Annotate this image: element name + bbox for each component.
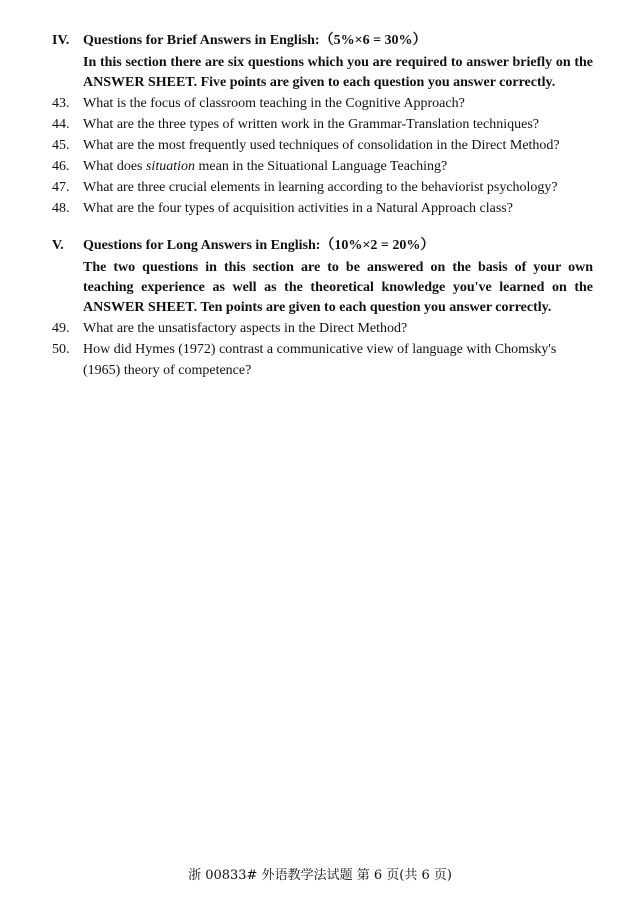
- section-iv-heading: [0, 31, 640, 53]
- section-iv: [0, 31, 640, 219]
- question-number: 49.: [52, 321, 70, 336]
- section-iv-title: Questions for Brief Answers in English:（5%×6 = 30%）: [83, 33, 427, 48]
- question-number: 48.: [52, 201, 70, 216]
- question-48: [0, 198, 640, 219]
- question-number: 46.: [52, 159, 70, 174]
- section-v-heading: [0, 236, 640, 258]
- section-v: [0, 236, 640, 381]
- question-45: [0, 135, 640, 156]
- question-50: [0, 339, 640, 381]
- question-text: How did Hymes (1972) contrast a communicative view of language with Chomsky's (1965) theory of competence?: [83, 342, 557, 378]
- section-iv-questions: [0, 93, 640, 219]
- question-text: What is the focus of classroom teaching in the Cognitive Approach?: [83, 96, 465, 111]
- question-text: What are the four types of acquisition activities in a Natural Approach class?: [83, 201, 513, 216]
- section-v-numeral: V.: [52, 238, 64, 253]
- section-v-questions: [0, 318, 640, 381]
- question-text-part: mean in the Situational Language Teaching?: [195, 159, 448, 174]
- question-47: [0, 177, 640, 198]
- question-49: [0, 318, 640, 339]
- section-iv-numeral: IV.: [52, 33, 70, 48]
- section-iv-instruction: In this section there are six questions which you are required to answer briefly on the ANSWER SHEET. Five points are given to each question you answer correctly.: [83, 55, 593, 90]
- question-number: 44.: [52, 117, 70, 132]
- question-text-part: What does: [83, 159, 146, 174]
- section-v-instruction: The two questions in this section are to be answered on the basis of your own teaching experience as well as the theoretical knowledge you've learned on the ANSWER SHEET. Ten points are given to each question you answer correctly.: [83, 260, 593, 315]
- question-number: 45.: [52, 138, 70, 153]
- page-footer: 浙 00833# 外语教学法试题 第 6 页(共 6 页): [188, 868, 452, 883]
- question-italic-term: situation: [145, 159, 195, 174]
- question-text: What are the three types of written work in the Grammar-Translation techniques?: [83, 117, 539, 132]
- question-43: [0, 93, 640, 114]
- question-text: What are three crucial elements in learning according to the behaviorist psychology?: [83, 180, 558, 195]
- question-number: 43.: [52, 96, 70, 111]
- question-46: [0, 156, 640, 177]
- question-text: What are the unsatisfactory aspects in the Direct Method?: [83, 321, 408, 336]
- question-text: What are the most frequently used techniques of consolidation in the Direct Method?: [83, 138, 560, 153]
- section-v-title: Questions for Long Answers in English:（10%×2 = 20%）: [83, 238, 435, 253]
- question-text: [83, 156, 583, 177]
- question-number: 47.: [52, 180, 70, 195]
- question-44: [0, 114, 640, 135]
- question-number: 50.: [52, 342, 70, 357]
